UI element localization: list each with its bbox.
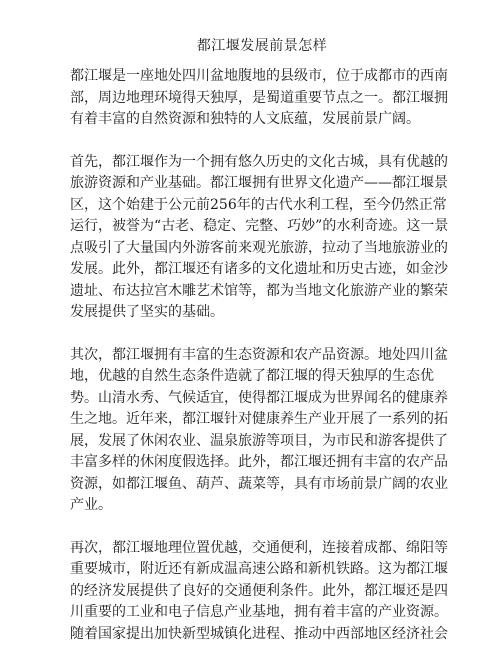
paragraph-intro: 都江堰是一座地处四川盆地腹地的县级市，位于成都市的西南部，周边地理环境得天独厚，是蜀道重要节点之一。都江堰拥有着丰富的自然资源和独特的人文底蕴，发展前景广阔。 xyxy=(70,68,448,127)
paragraph-third: 再次，都江堰地理位置优越，交通便利，连接着成都、绵阳等重要城市，附近还有新成温高速公路和新机铁路。这为都江堰的经济发展提供了良好的交通便利条件。此外，都江堰还是四川重要的工业和电子信息产业基地，拥有着丰富的产业资源。随着国家提出加快新型城镇化进程、推动中西部地区经济社会 xyxy=(70,539,448,642)
paragraph-second: 其次，都江堰拥有丰富的生态资源和农产品资源。地处四川盆地，优越的自然生态条件造就了都江堰的得天独厚的生态优势。山清水秀、气候适宜，使得都江堰成为世界闻名的健康养生之地。近年来，都江堰针对健康养生产业开展了一系列的拓展，发展了休闲农业、温泉旅游等项目，为市民和游客提供了丰富多样的休闲度假选择。此外，都江堰还拥有丰富的农产品资源，如都江堰鱼、葫芦、蔬菜等，具有市场前景广阔的农业产业。 xyxy=(70,346,448,513)
document-title: 都江堰发展前景怎样 xyxy=(196,38,328,54)
paragraph-first: 首先，都江堰作为一个拥有悠久历史的文化古城，具有优越的旅游资源和产业基础。都江堰拥有世界文化遗产——都江堰景区，这个始建于公元前256年的古代水利工程，至今仍然正常运行，被誉为“古老、稳定、完整、巧妙”的水利奇迹。这一景点吸引了大量国内外游客前来观光旅游，拉动了当地旅游业的发展。此外，都江堰还有诸多的文化遗址和历史古迹，如金沙遗址、布达拉宫木雕艺术馆等，都为当地文化旅游产业的繁荣发展提供了坚实的基础。 xyxy=(70,153,449,320)
